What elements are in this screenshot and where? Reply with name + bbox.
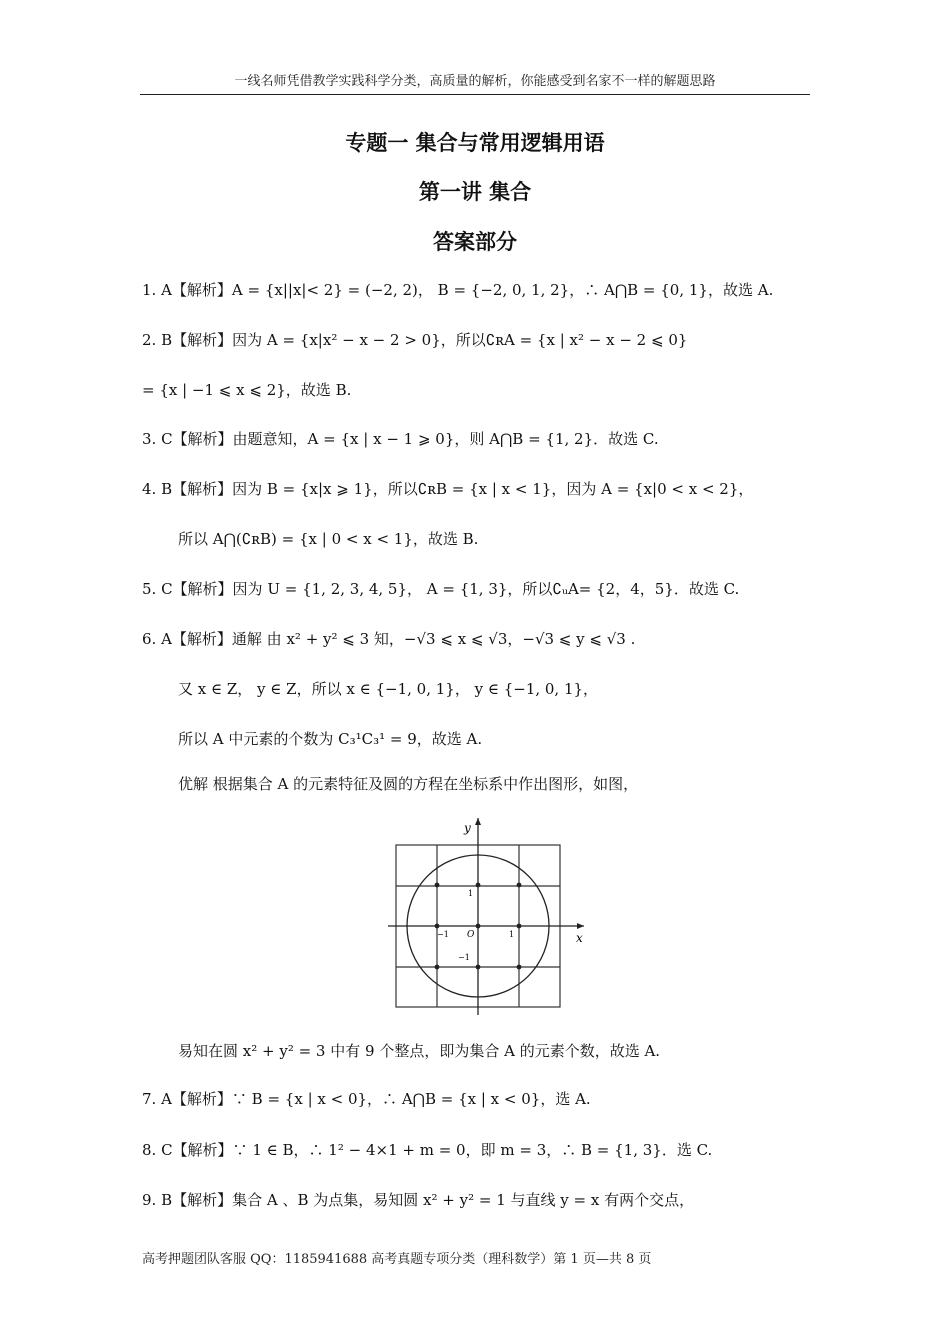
- lattice-point: [435, 883, 440, 888]
- lattice-point: [517, 965, 522, 970]
- lattice-point: [476, 924, 481, 929]
- answer-6: 6. A【解析】通解 由 x² + y² ⩽ 3 知，−√3 ⩽ x ⩽ √3，−√3 ⩽ y ⩽ √3 .: [142, 630, 636, 648]
- lattice-point: [517, 883, 522, 888]
- topic-title: 专题一 集合与常用逻辑用语: [345, 131, 605, 155]
- tick-y-neg: −1: [458, 953, 470, 962]
- page-footer: 高考押题团队客服 QQ：1185941688 高考真题专项分类（理科数学）第 1 页—共 8 页: [142, 1252, 652, 1267]
- coordinate-graph: [388, 810, 598, 1015]
- answer-6-cont-2: 所以 A 中元素的个数为 C₃¹C₃¹ = 9，故选 A.: [178, 730, 483, 748]
- lecture-title: 第一讲 集合: [418, 180, 532, 204]
- origin-label: O: [467, 930, 475, 940]
- answer-2: 2. B【解析】因为 A = {x|x² − x − 2 > 0}，所以∁ʀA = {x | x² − x − 2 ⩽ 0}: [142, 331, 688, 349]
- tick-x-pos: 1: [509, 930, 515, 939]
- page-header: 一线名师凭借教学实践科学分类，高质量的解析，你能感受到名家不一样的解题思路: [234, 74, 716, 89]
- lattice-point: [435, 924, 440, 929]
- lattice-point: [476, 965, 481, 970]
- answer-9: 9. B【解析】集合 A 、B 为点集，易知圆 x² + y² = 1 与直线 y = x 有两个交点，: [142, 1191, 695, 1209]
- lattice-point: [476, 883, 481, 888]
- x-axis-label: x: [576, 931, 583, 945]
- answer-6-alt: 优解 根据集合 A 的元素特征及圆的方程在坐标系中作出图形，如图，: [178, 775, 639, 793]
- answer-3: 3. C【解析】由题意知，A = {x | x − 1 ⩾ 0}，则 A⋂B = {1, 2}．故选 C.: [142, 430, 659, 448]
- x-axis-arrow: [577, 923, 584, 929]
- header-rule: [140, 94, 810, 95]
- answer-6-conclusion: 易知在圆 x² + y² = 3 中有 9 个整点，即为集合 A 的元素个数，故选 A.: [178, 1042, 661, 1060]
- answer-8: 8. C【解析】∵ 1 ∈ B，∴ 1² − 4×1 + m = 0，即 m = 3，∴ B = {1, 3}．选 C.: [142, 1141, 713, 1159]
- lattice-point: [435, 965, 440, 970]
- answer-4: 4. B【解析】因为 B = {x|x ⩾ 1}，所以∁ʀB = {x | x < 1}，因为 A = {x|0 < x < 2}，: [142, 480, 754, 498]
- answer-6-cont-1: 又 x ∈ Z， y ∈ Z，所以 x ∈ {−1, 0, 1}， y ∈ {−1, 0, 1}，: [178, 680, 599, 698]
- answer-2-cont: = {x | −1 ⩽ x ⩽ 2}，故选 B.: [142, 381, 352, 399]
- answer-7: 7. A【解析】∵ B = {x | x < 0}，∴ A⋂B = {x | x < 0}，选 A.: [142, 1090, 591, 1108]
- y-axis-label: y: [464, 821, 471, 835]
- answer-4-cont: 所以 A⋂(∁ʀB) = {x | 0 < x < 1}，故选 B.: [178, 530, 479, 548]
- tick-y-pos: 1: [468, 889, 474, 898]
- section-title: 答案部分: [433, 230, 517, 254]
- y-axis-arrow: [475, 818, 481, 825]
- answer-1: 1. A【解析】A = {x||x|< 2} = (−2, 2)， B = {−2, 0, 1, 2}，∴ A⋂B = {0, 1}，故选 A.: [142, 281, 774, 299]
- answer-5: 5. C【解析】因为 U = {1, 2, 3, 4, 5}， A = {1, 3}，所以∁ᵤA= {2，4，5}．故选 C.: [142, 580, 740, 598]
- tick-x-neg: −1: [437, 930, 449, 939]
- lattice-point: [517, 924, 522, 929]
